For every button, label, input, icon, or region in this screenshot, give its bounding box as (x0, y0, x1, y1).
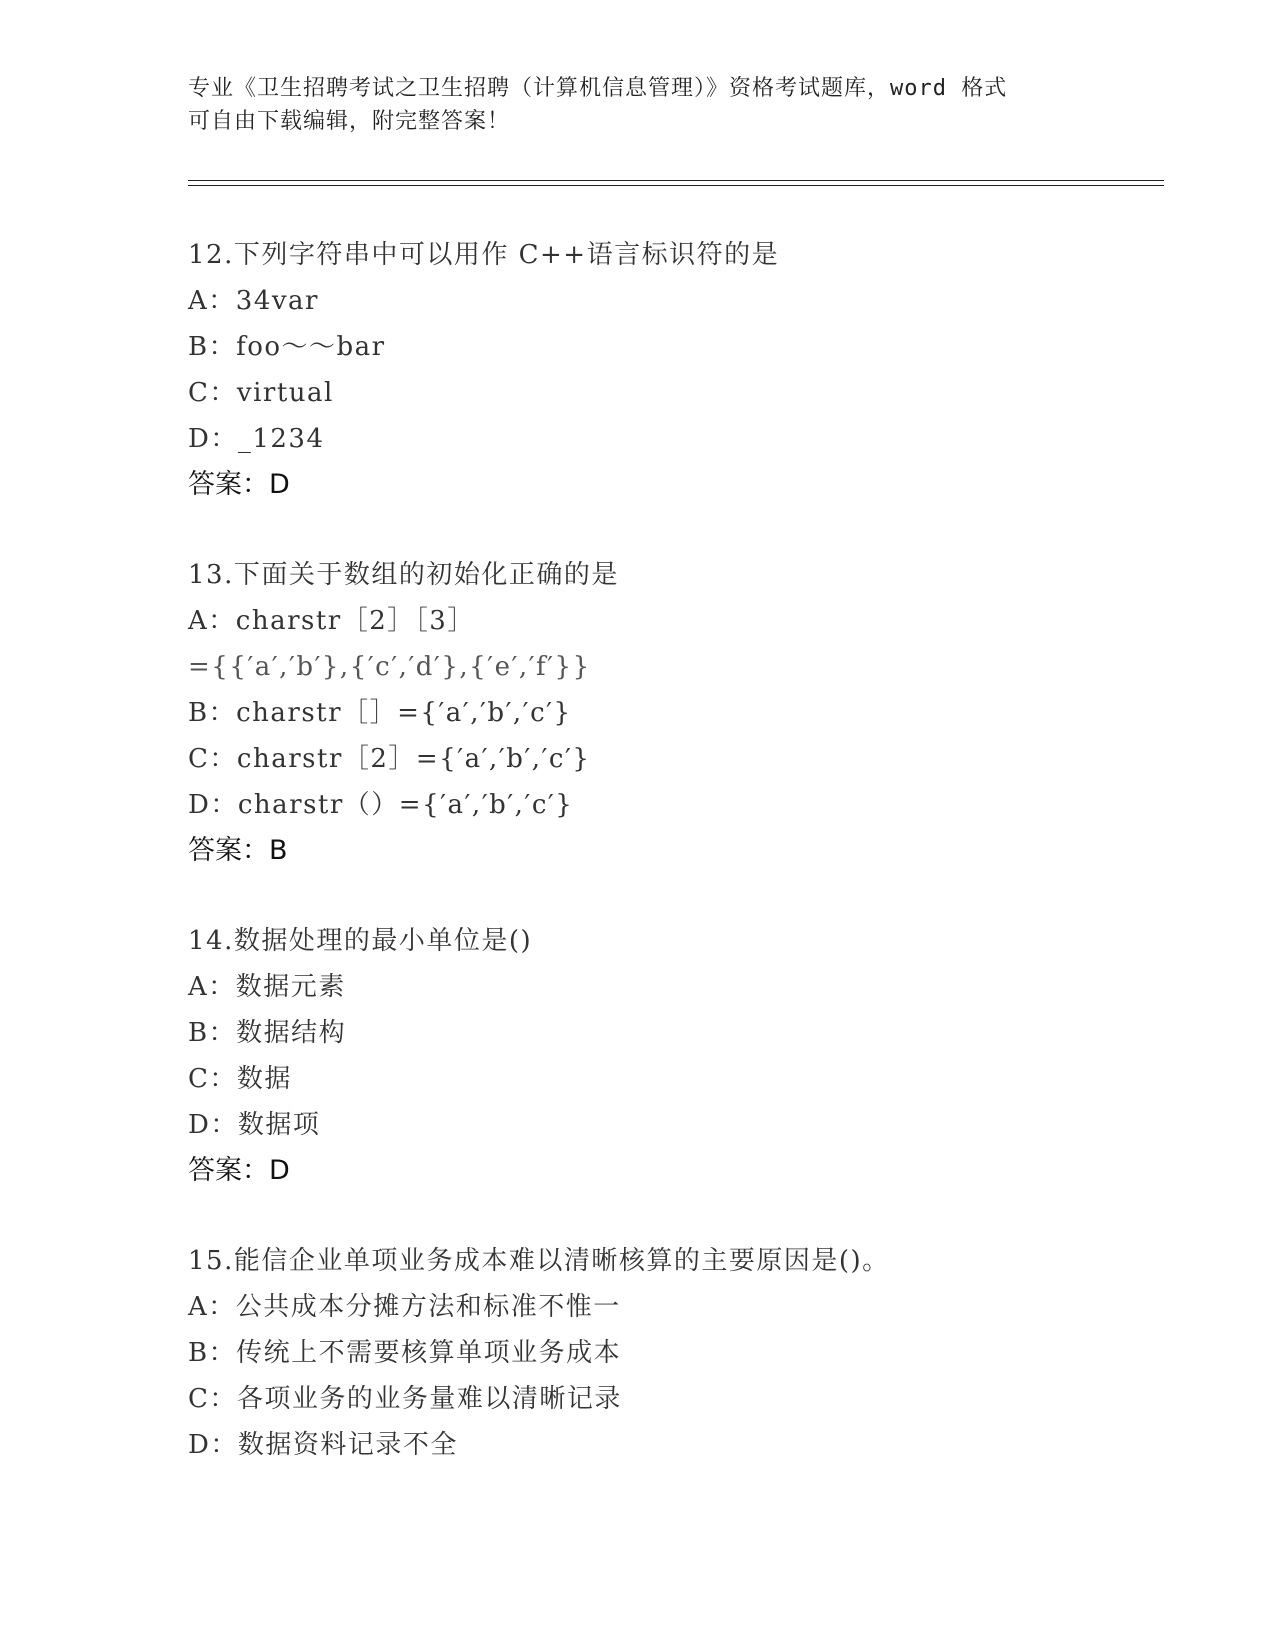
question-title: 14.数据处理的最小单位是() (188, 926, 533, 956)
option-c: C：各项业务的业务量难以清晰记录 (188, 1384, 622, 1414)
option-b: B：数据结构 (188, 1018, 347, 1048)
option-c: C：数据 (188, 1064, 292, 1094)
answer: 答案：B (188, 835, 288, 866)
document-header (188, 72, 1068, 138)
question-title: 12.下列字符串中可以用作 C++语言标识符的是 (188, 240, 780, 270)
option-a-continued: ={{′a′,′b′},{′c′,′d′},{′e′,′f′}} (188, 652, 591, 682)
question-12 (188, 232, 1188, 508)
option-d: D：_1234 (188, 424, 325, 454)
question-15 (188, 1238, 1188, 1468)
header-line-2: 可自由下载编辑，附完整答案！ (188, 109, 511, 134)
question-title: 15.能信企业单项业务成本难以清晰核算的主要原因是()。 (188, 1246, 890, 1276)
option-c: C：charstr［2］={′a′,′b′,′c′} (188, 744, 591, 774)
option-b: B：charstr［］={′a′,′b′,′c′} (188, 698, 572, 728)
option-a: A：数据元素 (188, 972, 346, 1002)
answer: 答案：D (188, 1155, 290, 1186)
question-14 (188, 918, 1188, 1194)
option-a: A：公共成本分摊方法和标准不惟一 (188, 1292, 621, 1322)
header-divider-top (188, 180, 1164, 181)
option-c: C：virtual (188, 378, 334, 408)
option-d: D：数据项 (188, 1110, 321, 1140)
option-d: D：charstr（）={′a′,′b′,′c′} (188, 790, 574, 820)
question-title: 13.下面关于数组的初始化正确的是 (188, 560, 619, 590)
header-line-1: 专业《卫生招聘考试之卫生招聘（计算机信息管理）》资格考试题库，word 格式 (188, 76, 1008, 101)
question-13 (188, 552, 1188, 874)
answer: 答案：D (188, 469, 290, 500)
option-b: B：传统上不需要核算单项业务成本 (188, 1338, 622, 1368)
option-b: B：foo～～bar (188, 332, 386, 362)
option-a: A：34var (188, 286, 319, 316)
option-d: D：数据资料记录不全 (188, 1430, 458, 1460)
header-divider-bottom (188, 185, 1164, 186)
option-a: A：charstr［2］［3］ (188, 606, 475, 636)
